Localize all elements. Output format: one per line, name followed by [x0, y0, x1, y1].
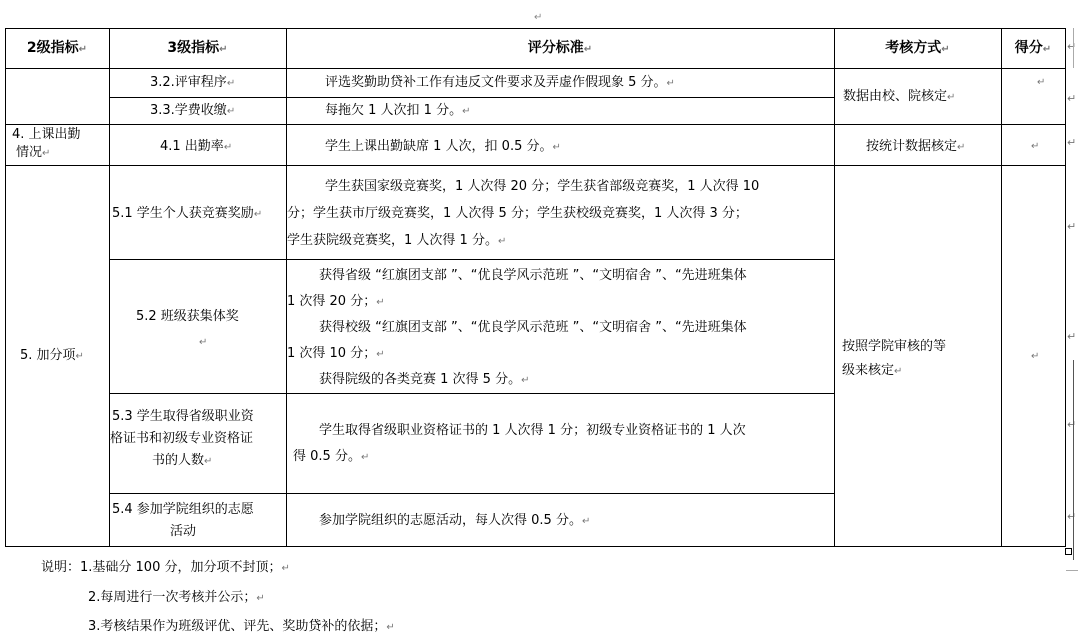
- note-2: 2.每周进行一次考核并公示；↵: [88, 590, 265, 605]
- paragraph-mark-icon: ↵: [1067, 418, 1077, 431]
- paragraph-mark-icon: ↵: [1067, 510, 1077, 523]
- paragraph-mark-icon: ↵: [1067, 220, 1077, 233]
- cell-level2-attendance-line1: 4. 上课出勤: [12, 127, 81, 142]
- header-score: 得分↵: [1014, 40, 1052, 56]
- paragraph-mark-icon: ↵: [1067, 40, 1077, 53]
- header-method: 考核方式↵: [885, 40, 950, 56]
- paragraph-mark-icon: ↵: [1067, 92, 1077, 105]
- cell-level2-bonus: 5. 加分项↵: [20, 348, 84, 363]
- cell-criteria-3-2: 评选奖勤助贷补工作有违反文件要求及弄虚作假现象 5 分。↵: [325, 75, 675, 90]
- header-level3: 3级指标↵: [167, 40, 228, 56]
- cell-level3-5-1: 5.1 学生个人获竞赛奖励↵: [112, 206, 263, 221]
- paragraph-mark-icon: ↵: [1031, 141, 1040, 152]
- cell-criteria-5-2: 获得省级 “红旗团支部 ”、“优良学风示范班 ”、“文明宿舍 ”、“先进班集体 1 次得 20 分；↵ 获得校级 “红旗团支部 ”、“优良学风示范班 ”、“文明宿舍 ”、“先进班集体 1 次得 10 分；↵ 获得院级的各类竞赛 1 次得 5 分。↵: [287, 268, 747, 387]
- paragraph-mark-icon: ↵: [1031, 351, 1040, 362]
- cell-criteria-5-1: 学生获国家级竞赛奖，1 人次得 20 分；学生获省部级竞赛奖，1 人次得 10 分；学生获市厅级竞赛奖，1 人次得 5 分；学生获校级竞赛奖，1 人次得 3 分； 学生获院级竞赛奖，1 人次得 1 分。↵: [287, 179, 760, 248]
- paragraph-mark-icon: ↵: [199, 337, 208, 348]
- cell-level2-attendance-line2: 情况↵: [16, 145, 51, 160]
- cell-method-5-line1: 按照学院审核的等: [842, 339, 947, 354]
- cell-level3-4-1: 4.1 出勤率↵: [160, 139, 233, 154]
- cell-method-4: 按统计数据核定↵: [866, 139, 966, 154]
- note-3: 3.考核结果作为班级评优、评先、奖助贷补的依据；↵: [88, 619, 395, 634]
- header-criteria: 评分标准↵: [527, 40, 593, 56]
- cell-method-3: 数据由校、院核定↵: [843, 89, 956, 104]
- paragraph-mark-icon: ↵: [1067, 330, 1077, 343]
- cell-criteria-5-3: 学生取得省级职业资格证书的 1 人次得 1 分；初级专业资格证书的 1 人次 得 0.5 分。↵: [293, 423, 746, 464]
- cell-criteria-3-3: 每拖欠 1 人次扣 1 分。↵: [325, 103, 471, 118]
- cell-criteria-5-4: 参加学院组织的志愿活动，每人次得 0.5 分。↵: [319, 513, 591, 528]
- margin-guide: [1066, 570, 1078, 571]
- paragraph-mark-icon: ↵: [1037, 77, 1046, 88]
- paragraph-mark-icon: ↵: [1067, 136, 1077, 149]
- margin-guide: [1073, 28, 1074, 68]
- cell-method-5-line2: 级来核定↵: [842, 363, 903, 378]
- cell-level3-3-3: 3.3.学费收缴↵: [150, 103, 236, 118]
- cell-level3-5-2: 5.2 班级获集体奖: [136, 309, 239, 324]
- cell-criteria-4-1: 学生上课出勤缺席 1 人次，扣 0.5 分。↵: [325, 139, 561, 154]
- cell-level3-3-2: 3.2.评审程序↵: [150, 75, 236, 90]
- margin-guide: [1073, 360, 1074, 560]
- note-1: 说明：1.基础分 100 分，加分项不封顶；↵: [41, 560, 290, 575]
- header-level2: 2级指标↵: [26, 40, 88, 56]
- paragraph-mark-icon: ↵: [534, 12, 543, 23]
